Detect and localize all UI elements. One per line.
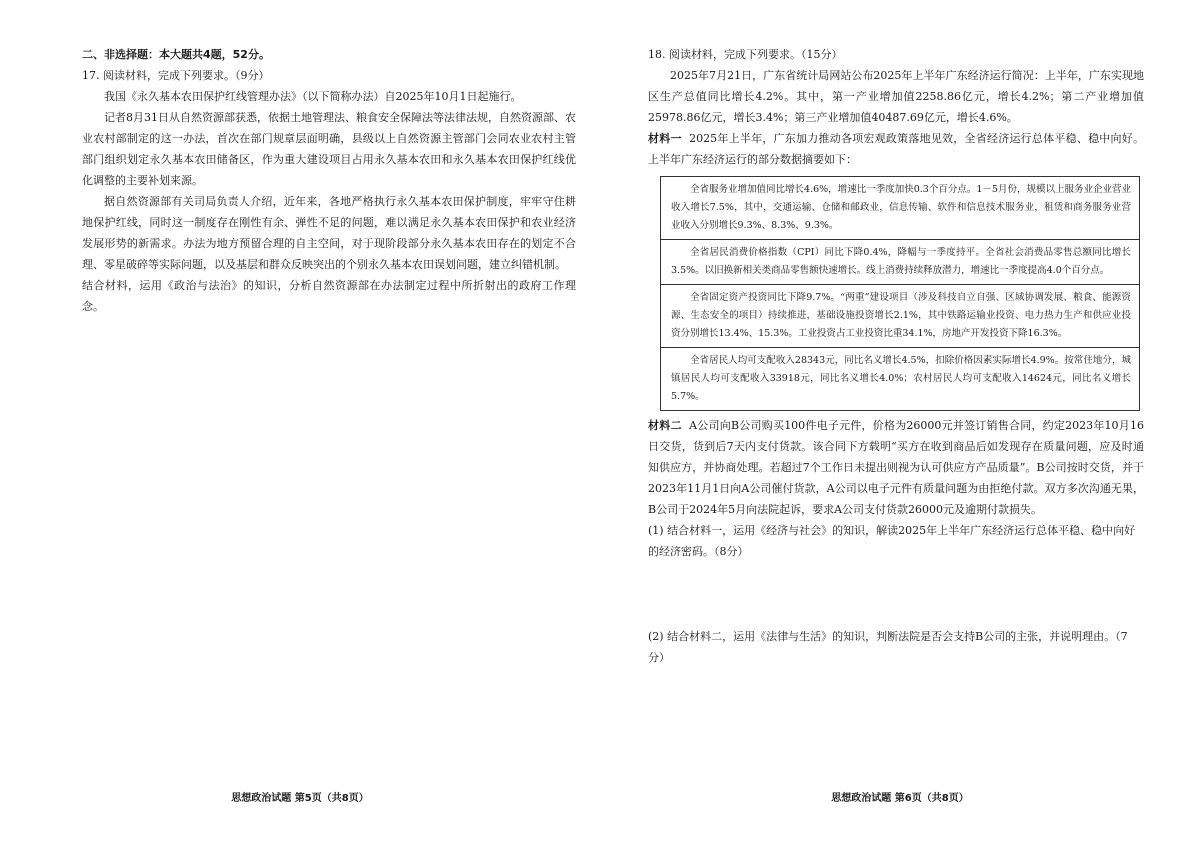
sub-question-2: (2) 结合材料二，运用《法律与生活》的知识，判断法院是否会支持B公司的主张，并说明理由。（7分）	[648, 630, 1128, 664]
table-cell: 全省服务业增加值同比增长4.6%，增速比一季度加快0.3个百分点。1－5月份，规模以上服务业企业营业收入增长7.5%，其中，交通运输、仓储和邮政业，信息传输、软件和信息技术服务业，租赁和商务服务业营业收入分别增长9.3%、8.3%、9.3%。	[661, 177, 1139, 240]
right-column	[648, 44, 1144, 668]
q17-paragraph-1: 我国《永久基本农田保护红线管理办法》（以下简称办法）自2025年10月1日起施行。	[104, 90, 522, 103]
q17-paragraph-3: 据自然资源部有关司局负责人介绍，近年来，各地严格执行永久基本农田保护制度，牢牢守住耕地保护红线，同时这一制度存在刚性有余、弹性不足的问题，难以满足永久基本农田保护和农业经济发展形势的新需求。办法为地方预留合理的自主空间，对于现阶段部分永久基本农田存在的划定不合理、零星破碎等实际问题，以及基层和群众反映突出的个别永久基本农田误划问题，建立纠错机制。	[82, 195, 576, 271]
material-2-text: A公司向B公司购买100件电子元件，价格为26000元并签订销售合同，约定2023年10月16日交货，货到后7天内支付货款。该合同下方载明“买方在收到商品后如发现存在质量问题，应及时通知供应方，并协商处理。若超过7个工作日未提出则视为认可供应方产品质量”。B公司按时交货，并于2023年11月1日向A公司催付货款，A公司以电子元件有质量问题为由拒绝付款。双方多次沟通无果，B公司于2024年5月向法院起诉，要求A公司支付货款26000元及逾期付款损失。	[648, 419, 1145, 516]
sub-question-1: (1) 结合材料一，运用《经济与社会》的知识，解读2025年上半年广东经济运行总体平稳、稳中向好的经济密码。（8分）	[648, 524, 1136, 558]
table-cell: 全省居民消费价格指数（CPI）同比下降0.4%，降幅与一季度持平。全省社会消费品零售总额同比增长3.5%。以旧换新相关类商品零售额快速增长。线上消费持续释放潜力，增速比一季度提高4.0个百分点。	[661, 240, 1139, 285]
answer-space-1	[648, 562, 1144, 626]
table-cell: 全省固定资产投资同比下降9.7%。“两重”建设项目（涉及科技自立自强、区域协调发展、粮食、能源资源、生态安全的项目）持续推进，基础设施投资增长2.1%，其中铁路运输业投资、电力热力生产和供应业投资分别增长13.4%、15.3%。工业投资占工业投资比重34.1%，房地产开发投资下降16.3%。	[661, 285, 1139, 348]
data-summary-table	[660, 176, 1140, 411]
q18-intro: 2025年7月21日，广东省统计局网站公布2025年上半年广东经济运行简况：上半年，广东实现地区生产总值同比增长4.2%。其中，第一产业增加值2258.86亿元，增长4.2%；第二产业增加值25978.86亿元，增长3.4%；第三产业增加值40487.69亿元，增长4.6%。	[648, 69, 1144, 124]
material-1-text: 2025年上半年，广东加力推动各项宏观政策落地见效，全省经济运行总体平稳、稳中向好。上半年广东经济运行的部分数据摘要如下：	[648, 132, 1145, 166]
question-17-head: 17. 阅读材料，完成下列要求。（9分）	[82, 69, 270, 82]
right-page-footer: 思想政治试题 第6页（共8页）	[831, 793, 969, 804]
table-cell: 全省居民人均可支配收入28343元，同比名义增长4.5%，扣除价格因素实际增长4.9%。按常住地分，城镇居民人均可支配收入33918元，同比名义增长4.0%；农村居民人均可支配收入14624元，同比名义增长5.7%。	[671, 355, 1131, 402]
question-18-head: 18. 阅读材料，完成下列要求。（15分）	[648, 48, 843, 61]
right-page	[600, 0, 1200, 848]
q17-paragraph-2: 记者8月31日从自然资源部获悉，依据土地管理法、粮食安全保障法等法律法规，自然资源部、农业农村部制定的这一办法，首次在部门规章层面明确，县级以上自然资源主管部门会同农业农村主管部门组织划定永久基本农田储备区，作为重大建设项目占用永久基本农田和永久基本农田保护红线优化调整的主要补划来源。	[82, 111, 576, 187]
material-2	[648, 415, 1144, 520]
material-1	[648, 128, 1144, 170]
left-page-footer: 思想政治试题 第5页（共8页）	[231, 793, 369, 804]
left-column	[82, 44, 576, 317]
material-2-label: 材料二	[648, 419, 682, 432]
section-title: 二、非选择题：本大题共4题，52分。	[82, 48, 270, 61]
q17-task: 结合材料，运用《政治与法治》的知识，分析自然资源部在办法制定过程中所折射出的政府工作理念。	[82, 279, 576, 313]
material-1-label: 材料一	[648, 132, 682, 145]
